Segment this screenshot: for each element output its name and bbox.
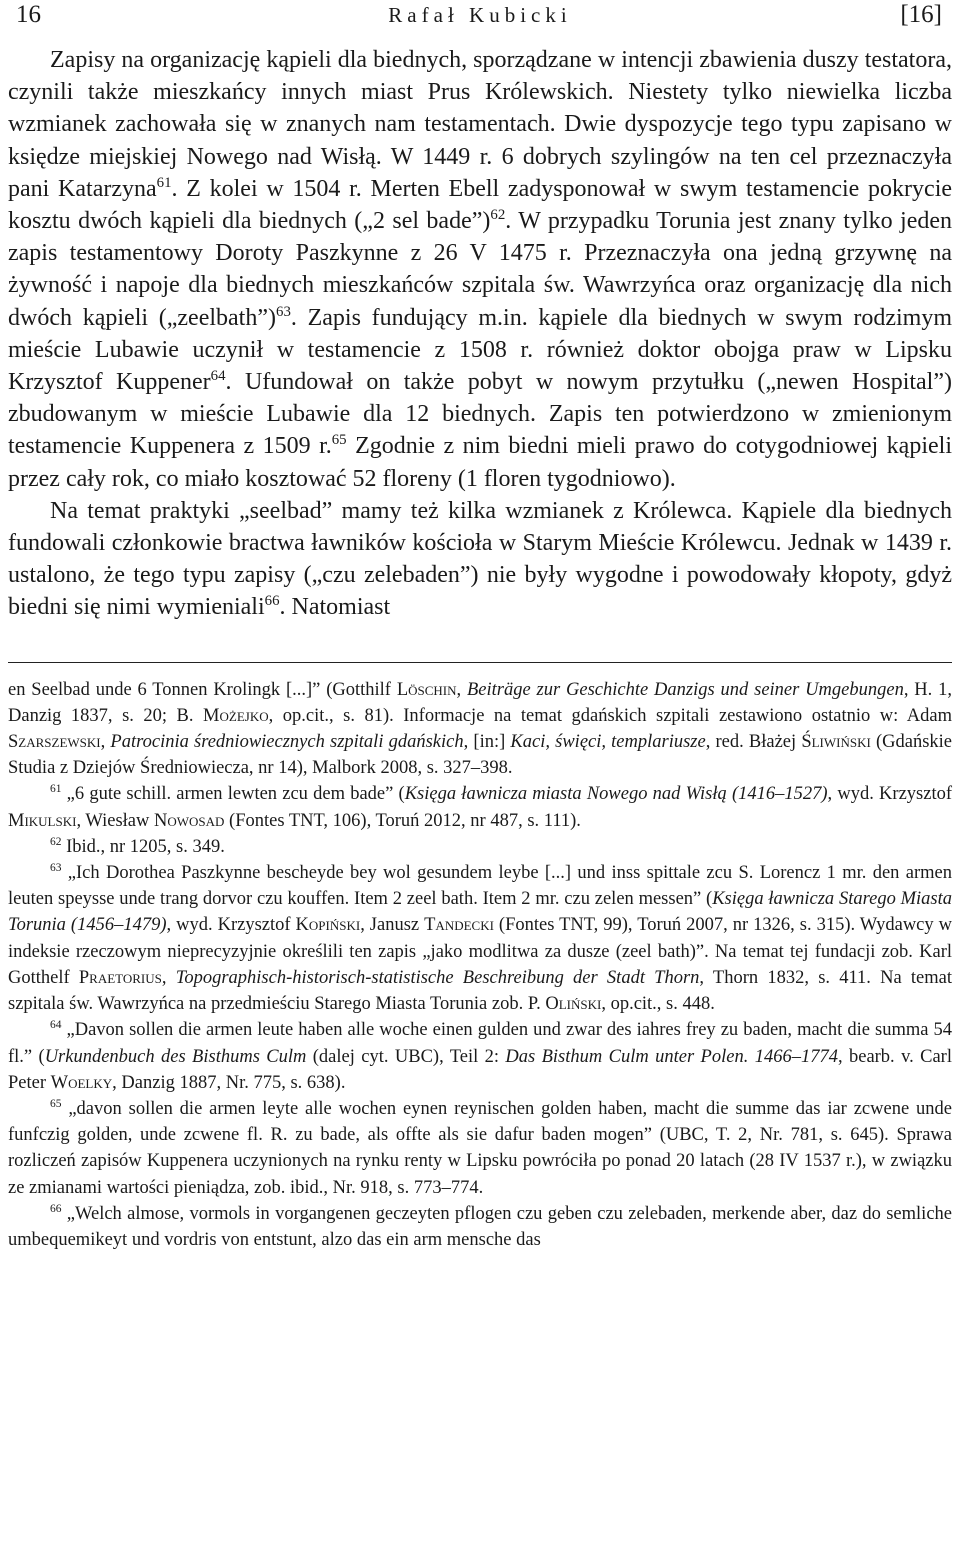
text-span: (Fontes TNT, 99), Toruń 2007, nr 1326, s. 315). Wydawcy w indeksie rzeczowym nieprecyzyjnie określili ten zapis „jako modlitwa za dusze (zeel bath)”. Na temat tej fundacji zob. Karl Gotthelf xyxy=(8,915,952,988)
text-span: . W przypadku Torunia jest znany tylko jeden zapis testamentowy Doroty Paszkynne z 26 V 1475 r. Przeznaczyła ona jedną grzywnę na żywność i napoje dla biednych mieszkańców szpitala św. Wawrzyńca oraz organizację dla nich dwóch kąpieli („zeelbath”) xyxy=(8,208,953,331)
footnote-number: 61 xyxy=(50,783,62,796)
paragraph-2 xyxy=(8,495,952,624)
author-name: Szarszewski xyxy=(8,732,101,753)
text-span: Zapisy na organizację kąpieli dla biednych, sporządzane w intencji zbawienia duszy testatora, czynili także mieszkańcy innych miast Prus Królewskich. Niestety tylko niewielka liczba wzmianek zachowała się w znanych nam testamentach. Dwie dyspozycje tego typu zapisano w księdze miejskiej Nowego nad Wisłą. W 1449 r. 6 dobrych szylingów na ten cel przeznaczyła pani Katarzyna xyxy=(8,47,952,202)
footnote-ref-63[interactable]: 63 xyxy=(276,303,291,320)
footnote-ref-62[interactable]: 62 xyxy=(490,207,506,224)
text-span: „Davon sollen die armen leute haben alle woche einen gulden und zwar des iahres frey zu baden, macht die summa 54 fl.” ( xyxy=(8,1020,952,1067)
author-name: Löschin xyxy=(396,679,457,700)
footnote-number: 65 xyxy=(50,1097,62,1110)
footnote-number: 66 xyxy=(50,1202,62,1215)
ref-number: [16] xyxy=(900,1,942,28)
text-span: en Seelbad unde 6 Tonnen Krolingk [...]” (Gotthilf xyxy=(8,679,397,700)
footnote-66 xyxy=(8,1201,952,1253)
footnote-divider xyxy=(8,662,952,663)
text-span: . Ufundował on także pobyt w nowym przytułku („newen Hospital”) zbudowanym w mieście Lubawie dla 12 biednych. Zapis ten potwierdzono w zmienionym testamencie Kuppenera z 1509 r. xyxy=(8,369,952,460)
text-span: Na temat praktyki „seelbad” mamy też kilka wzmianek z Królewca. Kąpiele dla biednych fundowali członkowie bractwa ławników kościoła w Starym Mieście Królewcu. Jednak w 1439 r. ustalono, że tego typu zapisy („czu zelebaden”) nie były wygodne i powodowały kłopoty, gdyż biedni się nimi wymieniali xyxy=(8,497,952,621)
footnotes xyxy=(8,677,952,1253)
text-span: , xyxy=(161,967,176,988)
text-span: , Danzig 1887, Nr. 775, s. 638). xyxy=(112,1072,346,1093)
footnote-61 xyxy=(8,781,952,833)
footnote-ref-64[interactable]: 64 xyxy=(210,368,226,385)
text-span: , Wiesław xyxy=(76,810,154,831)
footnote-number: 64 xyxy=(50,1019,62,1032)
text-span: (Fontes TNT, 106), Toruń 2012, nr 487, s. 111). xyxy=(224,810,581,831)
author-name: Kopiński xyxy=(295,915,361,936)
title-italic: Księga ławnicza Starego Miasta Torunia (1456–1479) xyxy=(8,889,952,936)
text-span: „davon sollen die armen leyte alle wochen eynen reynischen golden haben, macht die summe das iar zcwene unde funfczig golden, unde zcwene fl. R. zu bade, als offte als sie dafur baden mogen” (UBC, T. 2, Nr. 781, s. 645). Sprawa rozliczeń zapisów Kuppenera uczynionych na rynku renty w Lipsku powróciła po ponad 20 latach (28 IV 1537 r.), w związku ze zmianami wartości pieniądza, zob. ibid., Nr. 918, s. 773–774. xyxy=(8,1098,952,1198)
text-span: „Ich Dorothea Paszkynne bescheyde bey wol gesundem leybe [...] und inss spittale zcu S. Lorencz 1 mr. den armen leuten speysse unde trang dorvor czu kouffen. Item 2 zeel bath. Item 2 mr. czu zelen messen” ( xyxy=(8,863,952,910)
title-italic: Księga ławnicza miasta Nowego nad Wisłą (1416–1527) xyxy=(404,784,828,805)
author-name: Nowosad xyxy=(153,810,225,831)
text-span: (Gdańskie Studia z Dziejów Średniowiecza, nr 14), Malbork 2008, s. 327–398. xyxy=(8,732,952,779)
text-span: , [in:] xyxy=(463,732,511,753)
text-span: , op.cit., s. 448. xyxy=(601,994,715,1015)
title-italic: Urkundenbuch des Bisthums Culm xyxy=(44,1046,307,1067)
text-span: , Thorn 1832, s. 411. Na temat szpitala św. Wawrzyńca na przedmieściu Starego Miasta Torunia zob. P. xyxy=(8,967,953,1015)
paragraph-1 xyxy=(8,44,952,495)
text-span: , xyxy=(456,679,467,700)
text-span: . Natomiast xyxy=(279,594,391,621)
page-number: 16 xyxy=(16,1,41,28)
text-span: „Welch almose, vormols in vorgangenen geczeyten pflogen czu geben czu zelebaden, merkende aber, daz do semliche umbequemikeyt und vordris von entstunt, alzo das ein arm mensche das xyxy=(8,1203,952,1250)
author-name: Śliwiński xyxy=(801,732,871,753)
title-italic: Beiträge zur Geschichte Danzigs und seiner Umgebungen xyxy=(466,679,904,700)
footnote-64 xyxy=(8,1017,952,1096)
footnote-ref-66[interactable]: 66 xyxy=(264,593,280,610)
text-span: , wyd. Krzysztof xyxy=(166,915,296,936)
footnote-number: 62 xyxy=(50,835,62,848)
text-span: , H. 1, Danzig 1837, s. 20; B. xyxy=(8,679,952,726)
author-name: Możejko xyxy=(203,705,269,726)
running-title: Rafał Kubicki xyxy=(388,3,572,27)
footnote-ref-65[interactable]: 65 xyxy=(331,432,347,449)
text-span: , Janusz xyxy=(360,915,425,936)
title-italic: Das Bisthum Culm unter Polen. 1466–1774 xyxy=(505,1046,838,1067)
footnote-65 xyxy=(8,1096,952,1201)
author-name: Praetorius xyxy=(78,967,162,988)
footnote-62 xyxy=(8,834,952,860)
author-name: Mikulski xyxy=(8,810,77,831)
author-name: Woelky xyxy=(50,1072,113,1093)
text-span: Ibid., nr 1205, s. 349. xyxy=(61,836,225,857)
text-span: , xyxy=(100,732,111,753)
text-span: (dalej cyt. UBC), Teil 2: xyxy=(306,1046,506,1067)
footnote-ref-61[interactable]: 61 xyxy=(156,174,172,191)
text-span: , red. Błażej xyxy=(705,732,802,753)
footnote-number: 63 xyxy=(50,861,62,874)
author-name: Tandecki xyxy=(424,915,494,936)
text-span: „6 gute schill. armen lewten zcu dem bade” ( xyxy=(61,784,405,805)
footnote-continuation xyxy=(8,677,952,782)
text-span: . Z kolei w 1504 r. Merten Ebell zadysponował w swym testamencie pokrycie kosztu dwóch kąpieli dla biednych („2 sel bade”) xyxy=(8,175,953,235)
title-italic: Kaci, święci, templariusze xyxy=(510,732,706,753)
text-span: Zgodnie z nim biedni mieli prawo do cotygodniowej kąpieli przez cały rok, co miało kosztować 52 floreny (1 floren tygodniowo). xyxy=(8,433,952,492)
title-italic: Topographisch-historisch-statistische Beschreibung der Stadt Thorn xyxy=(175,967,700,988)
text-span: . Zapis fundujący m.in. kąpiele dla biednych w swym rodzimym mieście Lubawie uczynił w testamencie z 1508 r. również doktor obojga praw w Lipsku Krzysztof Kuppener xyxy=(8,304,952,396)
text-span: , bearb. v. Carl Peter xyxy=(8,1046,952,1093)
text-span: , op.cit., s. 81). Informacje na temat gdańskich szpitali zestawiono ostatnio w: Adam xyxy=(268,705,952,726)
running-header xyxy=(8,0,952,34)
text-span: , wyd. Krzysztof xyxy=(827,784,952,805)
footnote-63 xyxy=(8,860,952,1017)
main-text xyxy=(8,44,952,624)
author-name: Oliński xyxy=(545,994,602,1015)
title-italic: Patrocinia średniowiecznych szpitali gdańskich xyxy=(110,732,464,753)
